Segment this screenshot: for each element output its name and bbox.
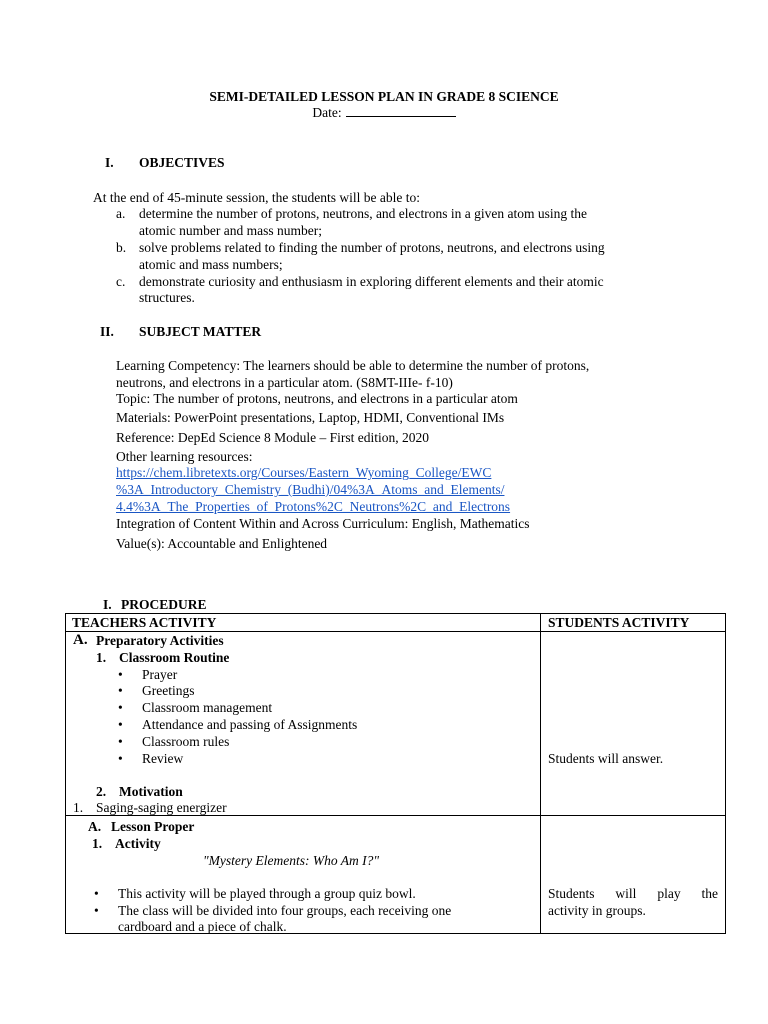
- energizer-number: 1.: [73, 800, 84, 815]
- objectives-intro: At the end of 45-minute session, the students will be able to:: [93, 190, 420, 205]
- objectives-heading: OBJECTIVES: [139, 155, 225, 170]
- resource-link[interactable]: 4.4%3A_The_Properties_of_Protons%2C_Neutrons%2C_and_Electrons: [116, 499, 511, 514]
- col-student-header: STUDENTS ACTIVITY: [548, 615, 690, 630]
- table-header-row: [66, 614, 726, 632]
- other-resources-label: Other learning resources:: [116, 449, 253, 464]
- materials: Materials: PowerPoint presentations, Laptop, HDMI, Conventional IMs: [116, 410, 505, 425]
- objective-text: determine the number of protons, neutrons, and electrons in a given atom using the: [139, 206, 588, 221]
- routine-number: 1.: [96, 650, 107, 665]
- activity-heading: Activity: [115, 836, 161, 851]
- activity-number: 1.: [92, 836, 103, 851]
- subject-matter-numeral: II.: [100, 324, 114, 339]
- topic: Topic: The number of protons, neutrons, and electrons in a particular atom: [116, 391, 518, 406]
- procedure-heading: PROCEDURE: [121, 597, 207, 612]
- lesson-heading: Lesson Proper: [111, 819, 195, 834]
- values: Value(s): Accountable and Enlightened: [116, 536, 328, 551]
- resource-link[interactable]: %3A_Introductory_Chemistry_(Budhi)/04%3A_Atoms_and_Elements/: [116, 482, 505, 497]
- table-header-cell: [541, 614, 726, 632]
- date-label: Date:: [312, 105, 342, 120]
- learning-competency-cont: neutrons, and electrons in a particular atom. (S8MT-IIIe- f-10): [116, 375, 453, 390]
- list-item: • Attendance and passing of Assignments: [118, 717, 358, 732]
- list-item-cont: cardboard and a piece of chalk.: [118, 919, 287, 934]
- list-item: • This activity will be played through a group quiz bowl.: [94, 886, 416, 901]
- prep-letter: A.: [73, 632, 88, 648]
- subject-matter-heading: SUBJECT MATTER: [139, 324, 262, 339]
- procedure-numeral: I.: [103, 597, 112, 612]
- objective-text: solve problems related to finding the number of protons, neutrons, and electrons using: [139, 240, 605, 255]
- integration: Integration of Content Within and Across Curriculum: English, Mathematics: [116, 516, 530, 531]
- prep-heading: Preparatory Activities: [96, 633, 224, 648]
- student-response: Students will answer.: [548, 751, 664, 766]
- student-activity-line: Students will play the: [548, 886, 718, 901]
- table-row: [66, 816, 726, 934]
- objective-text: structures.: [139, 290, 195, 305]
- list-item: • Classroom rules: [118, 734, 230, 749]
- date-line: [0, 104, 768, 121]
- procedure-table: [65, 613, 726, 934]
- energizer-text: Saging-saging energizer: [96, 800, 227, 815]
- routine-heading: Classroom Routine: [119, 650, 230, 665]
- list-item: • Prayer: [118, 667, 178, 682]
- page-title: SEMI-DETAILED LESSON PLAN IN GRADE 8 SCIENCE: [209, 89, 559, 104]
- lesson-letter: A.: [88, 819, 102, 834]
- date-blank: [346, 104, 456, 117]
- col-teacher-header: TEACHERS ACTIVITY: [72, 615, 217, 630]
- motivation-number: 2.: [96, 784, 107, 799]
- list-item: • Review: [118, 751, 184, 766]
- teacher-cell-lesson: [66, 816, 541, 934]
- student-cell-preparatory: [541, 632, 726, 816]
- table-row: [66, 632, 726, 816]
- list-item: • Greetings: [118, 683, 195, 698]
- motivation-heading: Motivation: [119, 784, 183, 799]
- objective-text: atomic and mass numbers;: [139, 257, 283, 272]
- list-item: • Classroom management: [118, 700, 273, 715]
- activity-title: "Mystery Elements: Who Am I?": [203, 853, 380, 868]
- student-cell-lesson: [541, 816, 726, 934]
- learning-competency: Learning Competency: The learners should be able to determine the number of protons,: [116, 358, 590, 373]
- objective-marker: a.: [116, 206, 126, 221]
- table-header-cell: [66, 614, 541, 632]
- reference: Reference: DepEd Science 8 Module – First edition, 2020: [116, 430, 430, 445]
- objective-marker: b.: [116, 240, 127, 255]
- objective-marker: c.: [116, 274, 126, 289]
- list-item: • The class will be divided into four groups, each receiving one: [94, 903, 452, 918]
- objectives-numeral: I.: [105, 155, 114, 170]
- teacher-cell-preparatory: [66, 632, 541, 816]
- resource-link[interactable]: https://chem.libretexts.org/Courses/Eastern_Wyoming_College/EWC: [116, 465, 492, 480]
- objective-text: atomic number and mass number;: [139, 223, 322, 238]
- objective-text: demonstrate curiosity and enthusiasm in exploring different elements and their atomic: [139, 274, 604, 289]
- student-activity-line: activity in groups.: [548, 903, 646, 918]
